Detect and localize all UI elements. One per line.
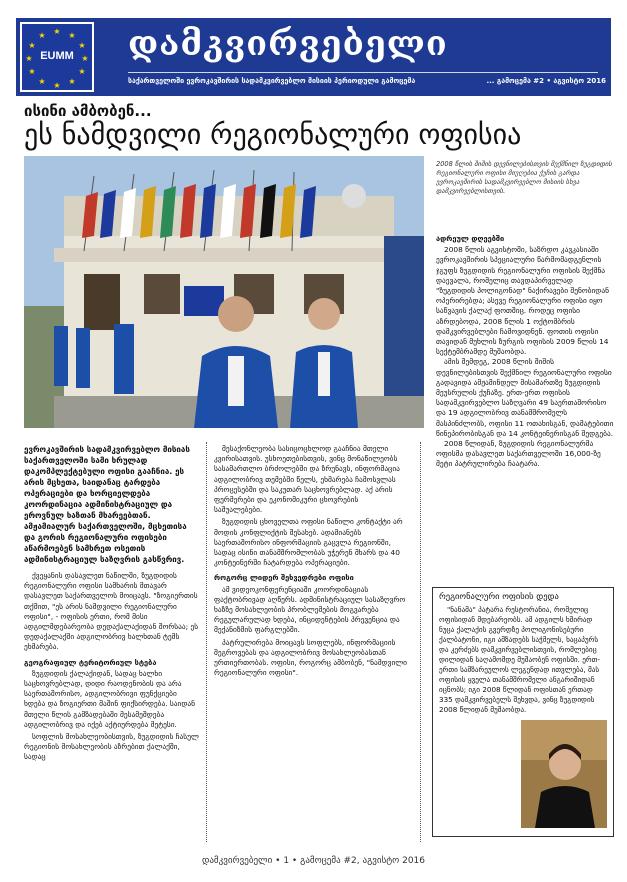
svg-text:★: ★	[68, 31, 76, 40]
svg-text:★: ★	[53, 27, 61, 36]
svg-text:★: ★	[25, 54, 33, 63]
portrait-photo	[521, 720, 607, 828]
body-paragraph: მესაქონლეობა სასიცოცხლოდ გააჩნია მთელი კვირისათვის. უსხოეთებისთვის, ვინც მონაწილეობს სასამართლო ბრძოლებში და ზრუნავს, ინფორმაცია ადგილობრივ თემებში წელს, ეხმარება ჩამოსვლას პროცესებში და საკუთარ საცხოვრებლად. აქ არის ფერმერები და ეკონომიკური ცხოვრების საშუალებები.	[214, 444, 400, 515]
page-footer: დამკვირვებელი • 1 • გამოცემა #2, აგვისტო 2016	[201, 856, 425, 866]
body-paragraph: ქვეყანის დასავლეთ ნაწილში, ზუგდიდის რეგიონალური ოფისი სამხარის მთავარ დასავლეთ საქართველოს მოიცავს. "ზოგიერთის თქმით, "ეს არის ნამდვილი რეგიონალური ოფისი", - ოფისის ერთი, რომ მისი ადგილმდებარეობა დედაქალაქიდან შორსაა; ეს დედაქალაქში ადგილობრივ ხალხთან ტემს ეხმარება.	[24, 571, 199, 652]
section-heading: როგორც ლიდერ შეხვედრები ოფისი	[214, 573, 354, 583]
logo-text: EUMM	[40, 50, 74, 62]
article-headline: ეს ნამდვილი რეგიონალური ოფისია	[24, 118, 522, 151]
right-column-heading: ადრეულ დღეებში	[436, 234, 505, 243]
body-column-1	[24, 444, 200, 844]
svg-text:★: ★	[81, 54, 89, 63]
sidebar-text: "ნანამა" პატარა რესტორანია, რომელიც ოფისიდან მდებარეობს. ამ ადგილს ხშირად ნუცა ქალაქის გვერდზე პოლიგონისებური ქალბატონი, იგი ამზადებს საჭმელს, ხაცაპურს და კერძებს დამკვირვებლისთვის, რომლებიც დილიდან საღამომდე მუშაობენ ოფისში. ერთ-ერთი სამზარეულოს ლეგენდად ითვლება, მას ოფისის ყველა თანამშრომელი ანგარიშიდან იცნობს; იგი 2008 წლიდან ოფისთან ერთად 335 დამკვირვებელს შეხვდა, ვინც ზუგდიდის 2008 წლიდან მუშაობდა.	[439, 605, 600, 714]
article-lead: ევროკავშირის სადამკვირვებლო მისიას საქართველოში სამი ხრულად დაკომპლექტებული ოფისი გააჩნია. ეს არის მცხეთა, საიდანაც ტარდება ოპერაციები და ხორციელდება კოორდინაცია ადმინისტრაციულ და ეროვნულ ხაზთან მხარეებთან. ამჟამიალურ საქართველოში, მცხეთისა და გორის რეგიონალური ოფისები აწარმოებენ სამხრეთ ოსეთის ადმინისტრაციულ საზღვრის გასწვრივ.	[24, 445, 190, 564]
sidebar-title: რეგიონალური ოფისის დედა	[439, 592, 559, 602]
right-column	[436, 234, 614, 470]
photo-caption: 2008 წლის შიშის დევნილებისთვის შექმნილ ზუგდიდის რეგიონალური ოფისი მიუღებია ქუჩის გარდა ევროკავშირის სადამკვირვებლო მისიის სხვა დამკვირვებლისთვის.	[436, 160, 612, 195]
svg-text:★: ★	[53, 81, 61, 90]
sidebar-box	[432, 587, 614, 837]
article-kicker: ისინი ამბობენ...	[24, 102, 152, 120]
masthead-title: დამკვირვებელი	[128, 24, 448, 64]
right-paragraph: 2008 წლის აგვისტოში, საზრდო კავკასიაში ევროკავშირის სპეციალური წარმომადგენლის ჯგუფს ზუგდიდის რეგიონალური ოფისის შექმნა დაევალა, რომელიც თავდაპირველად "ზუგდიდის პოლიგონად" ნაქირავები შენობიდან ოპერირებდა; ასევე რეგიონალური ოფისი იყო საწვავის ქალაქ ფოთშიც. როდეც ოფისი აზრდებოდა, 2008 წლის 1 ოქტომბრის დამკვირვებლები ჩამოვიდნენ. ფოთის ოფისი თავიდან მუხლის ზურგის ოფისის 2009 წლის 14 სექტემბრამდე მუშაობდა.	[436, 245, 609, 357]
body-column-2	[214, 444, 408, 844]
body-paragraph: პატრულირება მოიცავს სოფლებს, ინფორმაციის შეგროვებას და ადგილობრივ მოსახლეობასთან ურთიერთობას. ოფისი, როგორც ამბობენ, "ნამდვილი რეგიონალური ოფისი".	[214, 637, 407, 678]
svg-text:★: ★	[28, 41, 36, 50]
svg-text:★: ★	[38, 77, 46, 86]
body-paragraph: ზუგდიდის ქალაქიდან, სადაც ხალხი საცხოვრებლად, დიდი რაოდენობის და არა საერთაშორისო, ადგილობრივი ფუნქციები ხდება და ზოგიერთი მაშინ ფიქსირდება. საიდან მთელი წლის გამზადებაში მესამეშდება ადგილობრივ და იქებ აქტიურდება მეტესი.	[24, 668, 196, 729]
right-paragraph: 2008 წლიდან, ზუგდიდის რეგიონალურმა ოფისმა დასავლეთ საქართველოში 16,000-ზე მეტი პატრულირება ჩაატარა.	[436, 439, 601, 469]
body-paragraph: ამ ვიდეოკონფერენციაში კოორდინაციას ფაქტობრივად აღწერს. ადმინისტრაციულ სასაზღვრო ხაზზე მოსახლეობის პრობლემების მოგვარება რეგულარულად ხდება, ინციდენტების პრევენცია და მექანიზმის ფარგლებში.	[214, 584, 406, 635]
column-divider	[206, 442, 207, 842]
masthead	[16, 18, 611, 96]
svg-text:★: ★	[78, 41, 86, 50]
right-paragraph: ამის შემდეგ, 2008 წლის შიშის დევნილებისთვის შექმნილ რეგიონალური ოფისი გადავიდა ამჟამინდელ მისამართზე ზუგდიდის მეუსრულის ქუჩაზე. ერთ-ერთ ოფისის სადამკვირვებლო საზღვარი 49 საერთაშორისო და 19 ადგილობრივ თანამშრომელს მასპინძლობს, ოფისი 11 ოთახისგან, დამატებითი წინეპირობისგან და 14 კონტეინერისგან შედგება.	[436, 357, 614, 438]
body-paragraph: სოფლის მოსახლეობისთვის, ზუგდიდის ჩასულ რეგიონის მოსახლეობის აზრებით ქალაქში, სადაც	[24, 732, 199, 762]
section-heading: გეოგრაფიულ ტერიტორიულ სტება	[24, 657, 157, 667]
svg-text:★: ★	[68, 77, 76, 86]
column-divider	[420, 442, 421, 842]
masthead-issue: ... გამოცემა #2 • აგვისტო 2016	[486, 77, 606, 85]
svg-text:★: ★	[78, 67, 86, 76]
masthead-divider	[128, 72, 598, 73]
svg-text:★: ★	[28, 67, 36, 76]
body-paragraph: ზუგდიდის ცხოველთა ოფისი ნაწილი კონტაქტი არ მოდის კონფლიქტის შესახებ. ადამიანებს საერთაშორისო ინფორმაციის გაცვლა რეგიონში, სადაც ისინი თანამშრომლობას უჭერენ მხარს და 40 კონტეინერში ჩატარდება ოპერაციები.	[214, 517, 403, 568]
masthead-subtitle: საქართველოში ევროკავშირის სადამკვირვებლო მისიის პერიოდული გამოცემა	[128, 77, 416, 85]
office-photo	[24, 156, 424, 428]
eu-logo	[20, 22, 94, 92]
svg-text:★: ★	[38, 31, 46, 40]
